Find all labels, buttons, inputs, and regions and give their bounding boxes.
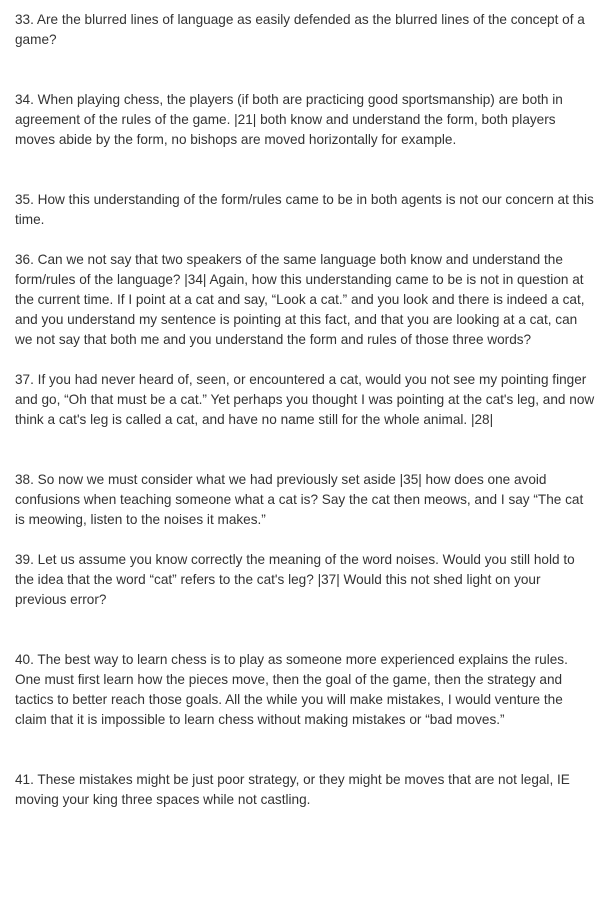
paragraph-39: 39. Let us assume you know correctly the meaning of the word noises. Would you still hold to the idea that the word “cat” refers to the cat's leg? |37| Would this not shed light on your previous error? [15,552,575,607]
paragraph-40: 40. The best way to learn chess is to play as someone more experienced explains the rules. One must first learn how the pieces move, then the goal of the game, then the strategy and tactics to better reach those goals. All the while you will make mistakes, I would venture the claim that it is impossible to learn chess without making mistakes or “bad moves.” [15,652,568,727]
paragraph-38: 38. So now we must consider what we had previously set aside |35| how does one avoid confusions when teaching someone what a cat is? Say the cat then meows, and I say “The cat is meowing, listen to the noises it makes.” [15,472,584,527]
paragraph-33: 33. Are the blurred lines of language as easily defended as the blurred lines of the concept of a game? [15,12,585,47]
paragraph-34: 34. When playing chess, the players (if both are practicing good sportsmanship) are both in agreement of the rules of the game. |21| both know and understand the form, both players moves abide by the form, no bishops are moved horizontally for example. [15,92,563,147]
document-body [15,10,595,810]
paragraph-37: 37. If you had never heard of, seen, or encountered a cat, would you not see my pointing finger and go, “Oh that must be a cat.” Yet perhaps you thought I was pointing at the cat's leg, and now think a cat's leg is called a cat, and have no name still for the whole animal. |28| [15,372,595,427]
paragraph-41: 41. These mistakes might be just poor strategy, or they might be moves that are not legal, IE moving your king three spaces while not castling. [15,772,570,807]
paragraph-36: 36. Can we not say that two speakers of the same language both know and understand the form/rules of the language? |34| Again, how this understanding came to be is not in question at the current time. If I point at a cat and say, “Look a cat.” and you look and there is indeed a cat, and you understand my sentence is pointing at this fact, and that you are looking at a cat, can we not say that both me and you understand the form and rules of those three words? [15,252,585,347]
paragraph-35: 35. How this understanding of the form/rules came to be in both agents is not our concern at this time. [15,192,594,227]
